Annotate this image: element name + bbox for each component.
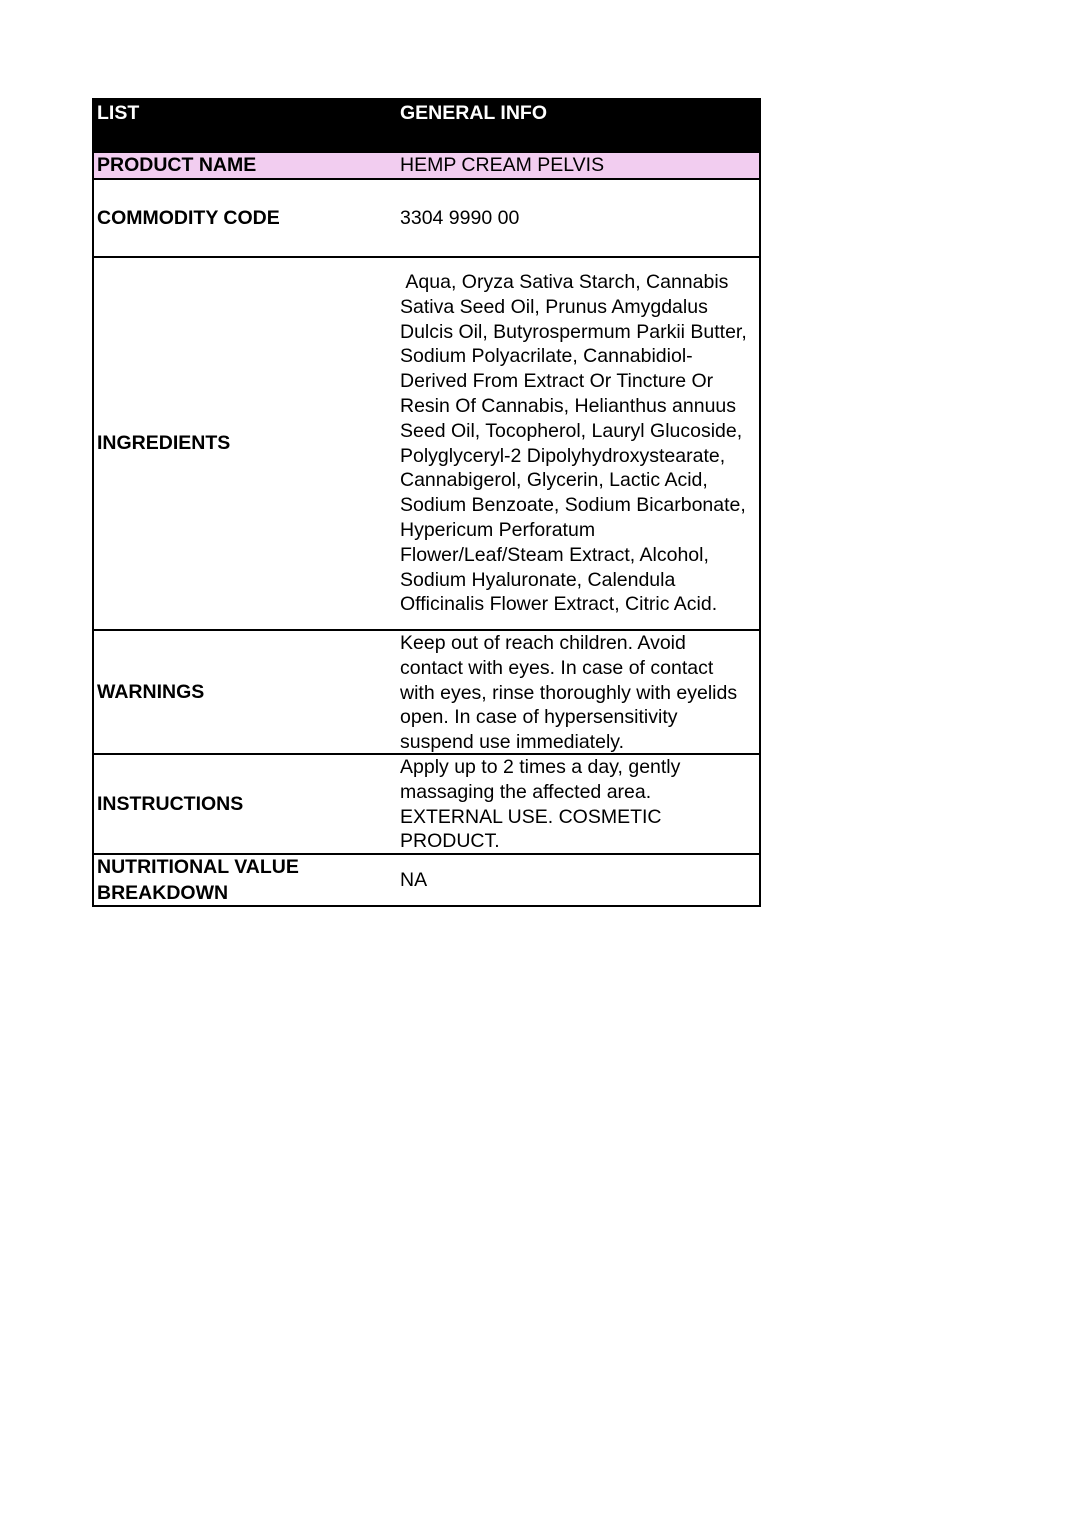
table-row-product-name (94, 153, 759, 180)
table-row-commodity-code (94, 180, 759, 258)
instructions-value: Apply up to 2 times a day, gently massaging the affected area. EXTERNAL USE. COSMETIC PRODUCT. (400, 756, 681, 853)
ingredients-value: Aqua, Oryza Sativa Starch, Cannabis Sativa Seed Oil, Prunus Amygdalus Dulcis Oil, Butyrospermum Parkii Butter, Sodium Polyacrilate, Cannabidiol- Derived From Extract Or Tincture Or Resin Of Cannabis, Helianthus annuus Seed Oil, Tocopherol, Lauryl Glucoside, Polyglyceryl-2 Dipolyhydroxystearate, Cannabigerol, Glycerin, Lactic Acid, Sodium Benzoate, Sodium Bicarbonate, Hypericum Perforatum Flower/Leaf/Steam Extract, Alcohol, Sodium Hyaluronate, Calendula Officinalis Flower Extract, Citric Acid. (400, 271, 747, 616)
product-name-value: HEMP CREAM PELVIS (400, 154, 605, 176)
product-info-table (92, 98, 761, 907)
table-row-nutritional-value (94, 855, 759, 905)
header-list-cell: LIST (97, 102, 140, 124)
table-header-row (94, 100, 759, 153)
instructions-label: INSTRUCTIONS (97, 792, 244, 815)
warnings-value: Keep out of reach children. Avoid contact with eyes. In case of contact with eyes, rinse thoroughly with eyelids open. In case of hypersensitivity suspend use immediately. (400, 632, 738, 754)
product-name-label: PRODUCT NAME (97, 154, 257, 176)
table-row-ingredients (94, 258, 759, 631)
nutritional-value-label: NUTRITIONAL VALUE BREAKDOWN (97, 856, 299, 904)
ingredients-label: INGREDIENTS (97, 432, 231, 454)
nutritional-value-value: NA (400, 868, 428, 891)
header-general-info-cell: GENERAL INFO (400, 102, 547, 124)
table-row-instructions (94, 755, 759, 855)
warnings-label: WARNINGS (97, 680, 205, 703)
table-row-warnings (94, 631, 759, 755)
commodity-code-label: COMMODITY CODE (97, 206, 280, 229)
commodity-code-value: 3304 9990 00 (400, 206, 520, 229)
